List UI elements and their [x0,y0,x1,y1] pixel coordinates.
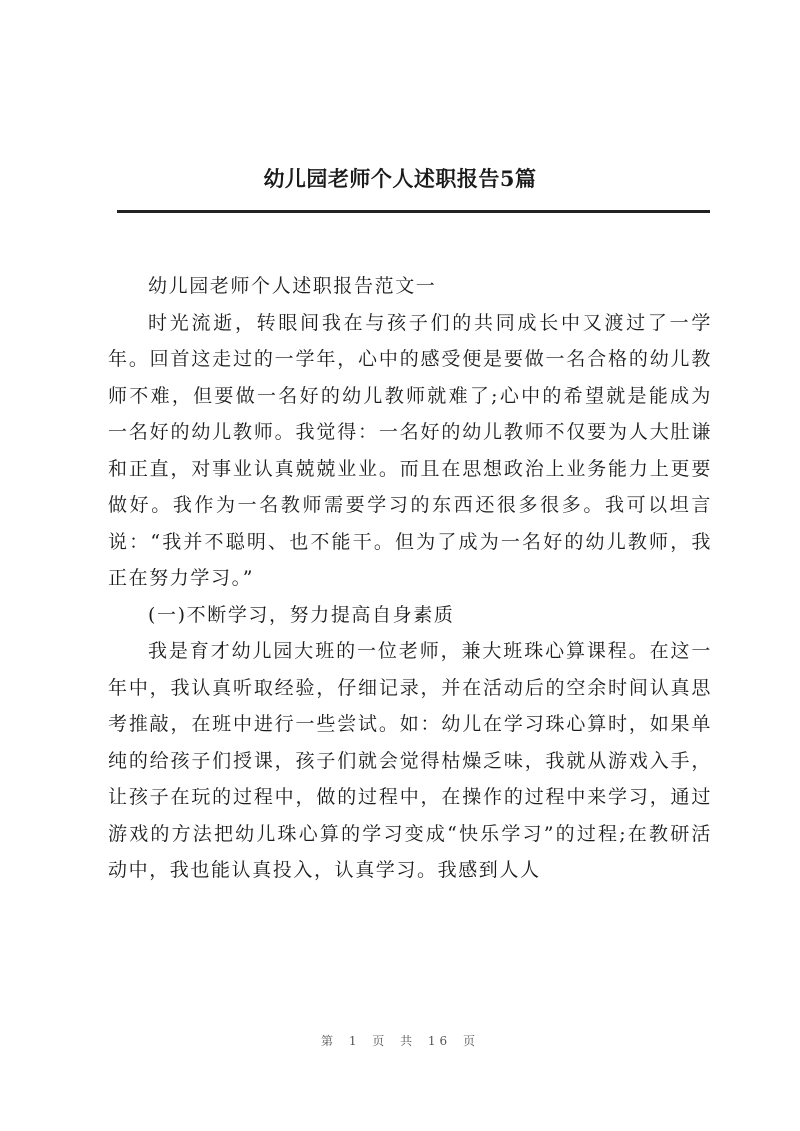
document-body [108,268,712,889]
document-title: 幼儿园老师个人述职报告5篇 [263,166,537,191]
title-underline [117,210,710,213]
subsection-heading: (一)不断学习，努力提高自身素质 [148,603,455,626]
page-footer: 第 1 页 共 16 页 [321,1034,479,1048]
section-heading: 幼儿园老师个人述职报告范文一 [148,275,437,297]
body-paragraph: 我是育才幼儿园大班的一位老师，兼大班珠心算课程。在这一年中，我认真听取经验，仔细记录，并在活动后的空余时间认真思考推敲，在班中进行一些尝试。如：幼儿在学习珠心算时，如果单纯的给孩子们授课，孩子们就会觉得枯燥乏味，我就从游戏入手，让孩子在玩的过程中，做的过程中，在操作的过程中来学习，通过游戏的方法把幼儿珠心算的学习变成“快乐学习”的过程;在教研活动中，我也能认真投入，认真学习。我感到人人 [108,640,712,881]
body-paragraph: 时光流逝，转眼间我在与孩子们的共同成长中又渡过了一学年。回首这走过的一学年，心中的感受便是要做一名合格的幼儿教师不难，但要做一名好的幼儿教师就难了;心中的希望就是能成为一名好的幼儿教师。我觉得：一名好的幼儿教师不仅要为人大肚谦和正直，对事业认真兢兢业业。而且在思想政治上业务能力上更要做好。我作为一名教师需要学习的东西还很多很多。我可以坦言说：“我并不聪明、也不能干。但为了成为一名好的幼儿教师，我正在努力学习。” [108,311,712,589]
